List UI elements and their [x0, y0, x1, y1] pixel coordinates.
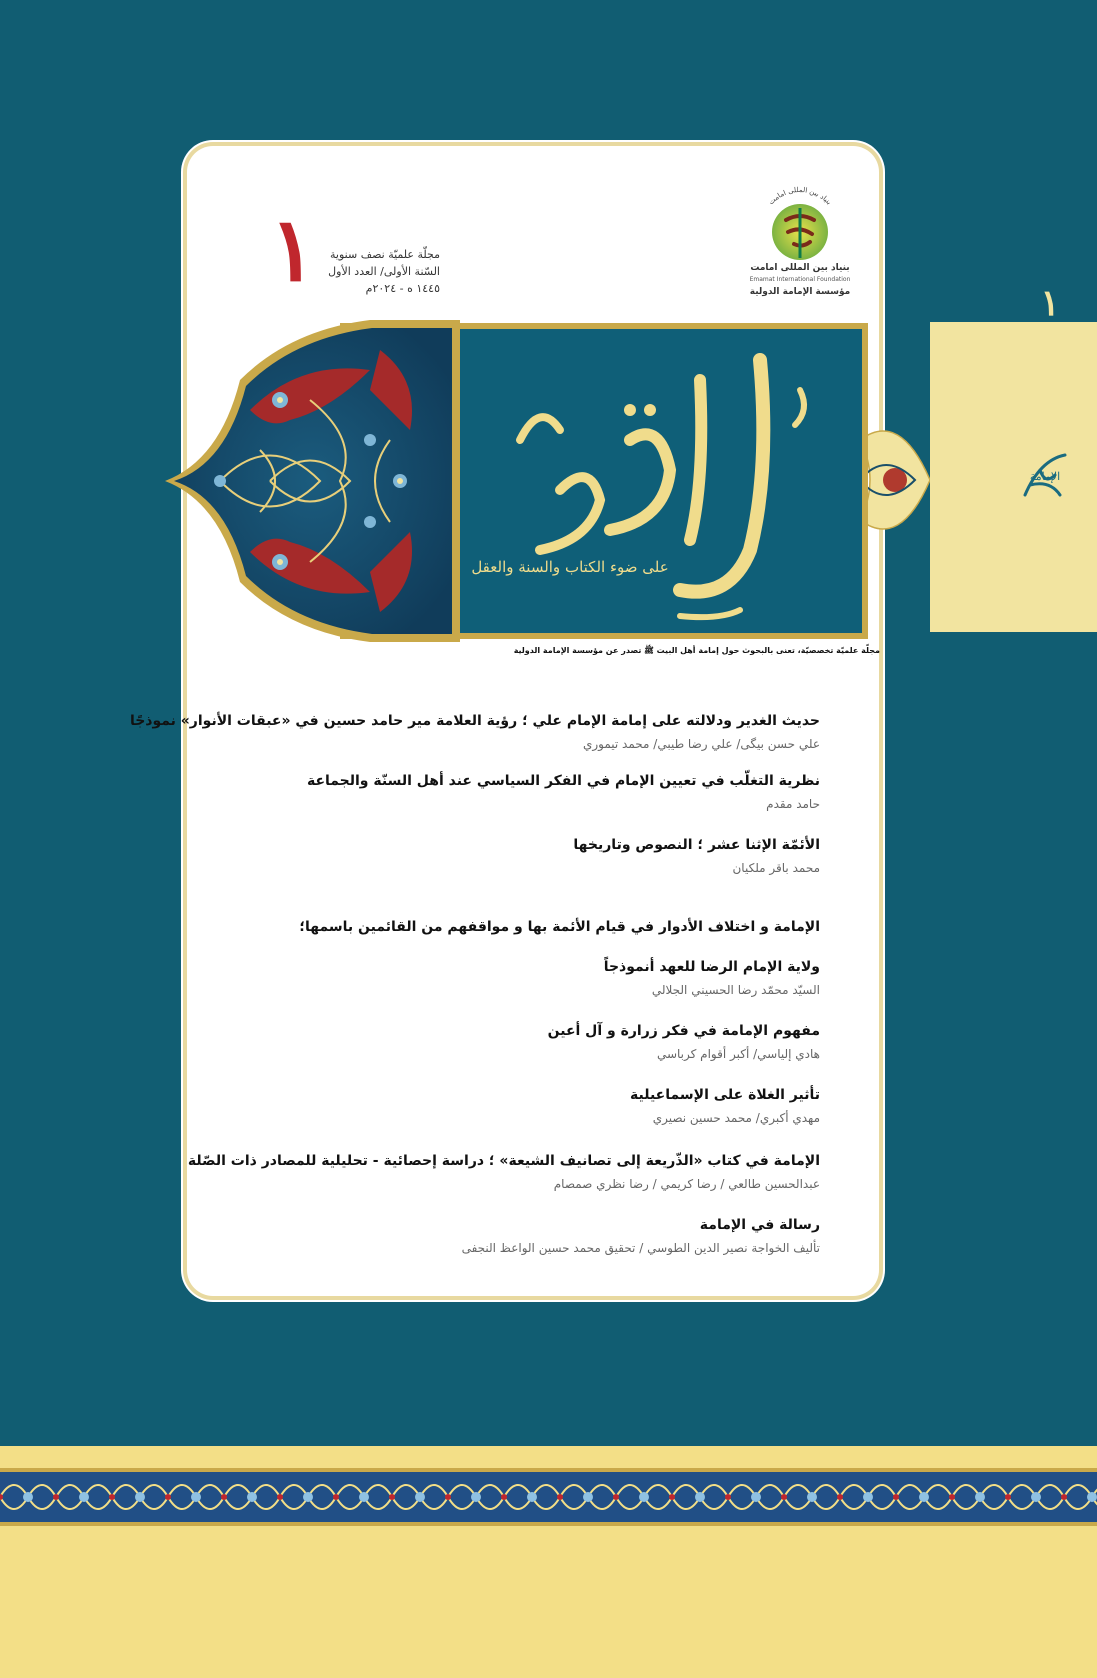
- logo-arc-text: بنياد بين المللی امامت: [767, 185, 834, 207]
- toc-entry-author: السيّد محمّد رضا الحسيني الجلالي: [651, 983, 820, 997]
- toc-entry-author: علي حسن بيگی/ علي رضا طيبي/ محمد تيموري: [582, 737, 820, 751]
- issue-info-line: مجلّة علميّة نصف سنوية: [330, 248, 440, 261]
- arabesque-medallion: [165, 320, 460, 642]
- toc-entry: [230, 1087, 820, 1125]
- logo-name-en: Emamat International Foundation: [749, 276, 851, 283]
- issue-info: [300, 246, 440, 297]
- toc-entry-title: تأثير الغلاة على الإسماعيلية: [630, 1087, 820, 1103]
- right-ornament: [860, 431, 930, 529]
- toc-entry-title: ولاية الإمام الرضا للعهد أنموذجاً: [603, 959, 820, 975]
- issue-info-line: ١٤٤٥ ه - ٢٠٢٤م: [365, 282, 440, 295]
- toc-entry: [230, 773, 820, 811]
- svg-text:بنياد بين المللی امامت: [767, 186, 833, 206]
- spine-title: الإمامة: [1029, 470, 1061, 483]
- cover-tagline: علی ضوء الكتاب والسنة والعقل: [471, 558, 669, 576]
- toc-entry: [230, 1023, 820, 1061]
- toc-entry-author: تأليف الخواجة نصير الدين الطوسي / تحقيق محمد حسين الواعظ النجفی: [461, 1241, 820, 1255]
- issue-number: ١: [269, 197, 317, 301]
- ornamental-pattern-strip: [0, 1468, 1097, 1526]
- toc-entry-title: نظرية التغلّب في تعيين الإمام في الفكر السياسي عند أهل السنّة والجماعة: [306, 773, 820, 789]
- spine-calligraphy-mark: [1010, 440, 1080, 510]
- toc-entry-author: حامد مقدم: [766, 797, 820, 811]
- title-banner: [160, 320, 930, 642]
- toc-entry-title: مفهوم الإمامة في فكر زرارة و آل أعين: [547, 1023, 820, 1039]
- cover-title: الإمامة: [628, 470, 632, 471]
- journal-description: مجلّة علميّة تخصصيّة، تعنی بالبحوث حول إمامة أهل البيت ﷺ تصدر عن مؤسسة الإمامة الدولية: [513, 646, 880, 655]
- toc-entry: [187, 1153, 820, 1191]
- toc-entry-title: الأئمّة الإثنا عشر ؛ النصوص وتاريخها: [573, 837, 820, 853]
- toc-entry-title: حديث الغدير ودلالته على إمامة الإمام علي ؛ رؤية العلامة مير حامد حسين في «عبقات الأنوار» نموذجًا: [129, 713, 820, 729]
- toc-entry-author: هادي إلياسي/ أكبر أقوام كرباسي: [656, 1047, 820, 1061]
- toc-entry: [230, 837, 820, 875]
- toc-entry: [230, 1217, 820, 1255]
- toc-entry: [230, 919, 820, 943]
- toc-entry: [230, 959, 820, 997]
- issue-info-line: السّنة الأولی/ العدد الأول: [328, 265, 440, 278]
- toc-entry-author: محمد باقر ملكيان: [732, 861, 820, 875]
- spine-issue-number: ١: [1040, 282, 1060, 324]
- logo-name-ar: مؤسسة الإمامة الدولية: [749, 287, 851, 297]
- toc-entry-author: مهدي أكبري/ محمد حسين نصيري: [652, 1111, 820, 1125]
- toc-entry-author: عبدالحسين طالعي / رضا كريمي / رضا نظري صمصام: [553, 1177, 820, 1191]
- toc-entry-title: الإمامة و اختلاف الأدوار في قيام الأئمة بها و مواقفهم من القائمين باسمها؛: [299, 919, 820, 935]
- toc-entry: [129, 713, 820, 751]
- toc-entry-title: رسالة في الإمامة: [699, 1217, 820, 1233]
- logo-caption: [735, 262, 865, 298]
- toc-entry-title: الإمامة في كتاب «الذّريعة إلى تصانيف الشيعة» ؛ دراسة إحصائية - تحليلية للمصادر ذات الصّلة: [187, 1153, 820, 1169]
- logo-name-fa: بنیاد بین المللی امامت: [750, 263, 850, 273]
